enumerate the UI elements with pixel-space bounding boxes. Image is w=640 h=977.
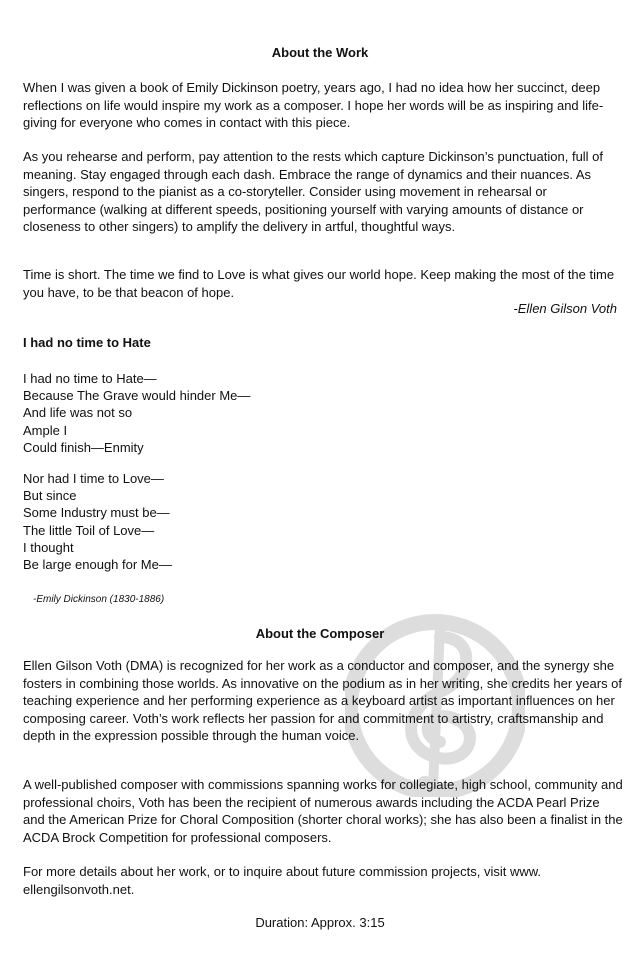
poem-line: Because The Grave would hinder Me—	[23, 388, 251, 404]
poem-line: I thought	[23, 539, 74, 555]
poem-line: I had no time to Hate—	[23, 371, 157, 386]
poem-line: Ample I	[23, 422, 68, 438]
poem-line: But since	[23, 488, 77, 504]
poem-stanza-2	[23, 470, 172, 573]
composer-signature: -Ellen Gilson Voth	[513, 301, 617, 316]
poem-line: The little Toil of Love—	[23, 522, 155, 538]
about-work-paragraph-1: When I was given a book of Emily Dickinson poetry, years ago, I had no idea how her succinct, deep reflections on life would inspire my work as a composer. I hope her words will be as inspiring and life-giving for everyone who comes in contact with this piece.	[23, 80, 604, 131]
poem-line: And life was not so	[23, 405, 133, 421]
poem-line: Could finish—Enmity	[23, 439, 144, 455]
poem-attribution: -Emily Dickinson (1830-1886)	[33, 594, 165, 605]
about-composer-heading: About the Composer	[255, 626, 385, 641]
poem-title: I had no time to Hate	[23, 335, 151, 350]
about-composer-paragraph-3: For more details about her work, or to inquire about future commission projects, visit www. ellengilsonvoth.net.	[23, 864, 542, 897]
about-work-heading: About the Work	[271, 45, 369, 60]
about-composer-paragraph-1: Ellen Gilson Voth (DMA) is recognized for her work as a conductor and composer, and the synergy she fosters in combining those worlds. As innovative on the podium as in her writing, she credits her years of teaching experience and her performing experience as a keyboard artist as important influences on her composing career. Voth’s work reflects her passion for and commitment to artistry, craftsmanship and depth in the expression possible through the human voice.	[23, 658, 623, 744]
poem-line: Be large enough for Me—	[23, 557, 172, 573]
about-work-paragraph-2: As you rehearse and perform, pay attention to the rests which capture Dickinson’s punctuation, full of meaning. Stay engaged through each dash. Embrace the range of dynamics and their nuances. As singers, respond to the pianist as a co-storyteller. Consider using movement in rehearsal or performance (walking at different speeds, positioning yourself with varying amounts of distance or closeness to other singers) to amplify the delivery in artful, thoughtful ways.	[23, 149, 604, 235]
about-work-paragraph-3: Time is short. The time we find to Love is what gives our world hope. Keep making the most of the time you have, to be that beacon of hope.	[23, 267, 615, 300]
about-composer-paragraph-2: A well-published composer with commissions spanning works for collegiate, high school, community and professional choirs, Voth has been the recipient of numerous awards including the ACDA Pearl Prize and the American Prize for Choral Composition (shorter choral works); she has also been a finalist in the ACDA Brock Competition for professional composers.	[23, 777, 623, 845]
duration: Duration: Approx. 3:15	[255, 915, 385, 930]
poem-line: Nor had I time to Love—	[23, 471, 164, 486]
poem-line: Some Industry must be—	[23, 505, 170, 521]
poem-stanza-1	[23, 370, 250, 456]
